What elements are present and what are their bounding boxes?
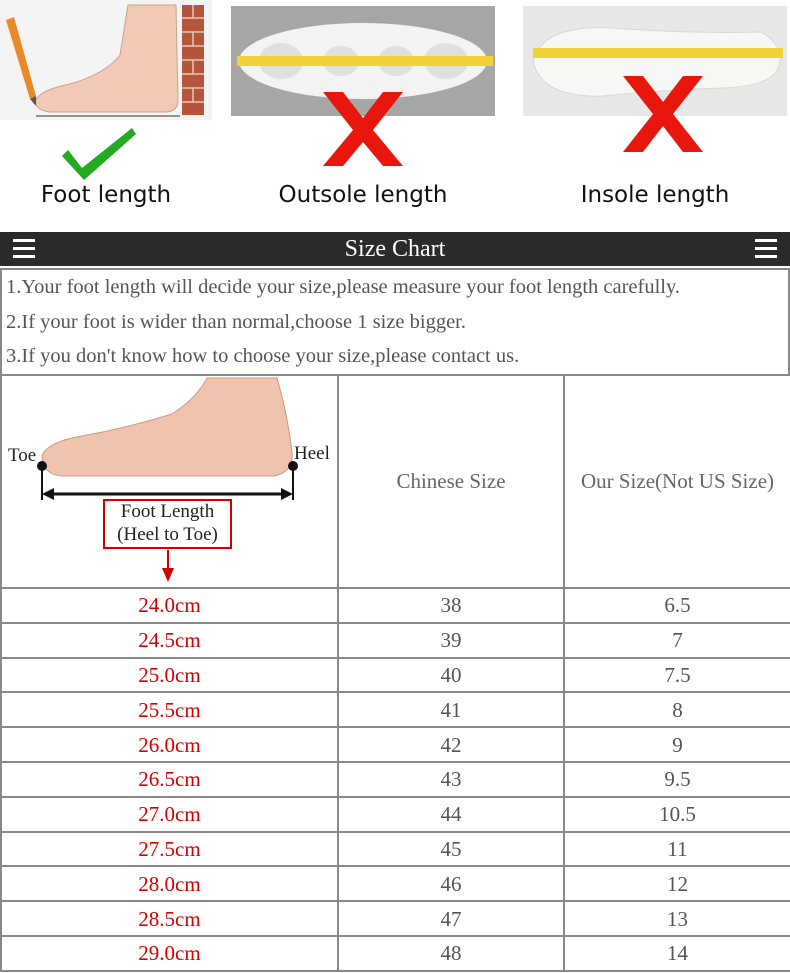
chinese-size-cell: 42 <box>338 727 564 762</box>
outsole-length-caption: Outsole length <box>278 182 448 208</box>
table-row <box>1 901 790 936</box>
chinese-size-cell: 41 <box>338 692 564 727</box>
outsole-length-panel <box>231 0 495 230</box>
our-size-cell: 14 <box>564 936 790 971</box>
table-header-row <box>1 375 790 588</box>
down-arrow-icon <box>162 568 174 582</box>
table-row <box>1 623 790 658</box>
column-header-our-size: Our Size(Not US Size) <box>564 375 790 588</box>
foot-length-box-line2: (Heel to Toe) <box>117 524 218 545</box>
table-row <box>1 866 790 901</box>
chinese-size-cell: 48 <box>338 936 564 971</box>
insole-length-caption: Insole length <box>580 182 730 208</box>
foot-length-cell: 24.5cm <box>1 623 338 658</box>
foot-length-diagram <box>2 376 335 583</box>
foot-length-cell: 27.5cm <box>1 832 338 867</box>
our-size-cell: 10.5 <box>564 797 790 832</box>
chinese-size-cell: 39 <box>338 623 564 658</box>
table-row <box>1 936 790 971</box>
our-size-cell: 7 <box>564 623 790 658</box>
table-row <box>1 797 790 832</box>
insole-length-panel <box>523 0 787 230</box>
foot-length-cell: 26.5cm <box>1 762 338 797</box>
foot-length-box <box>104 500 231 546</box>
chinese-size-cell: 40 <box>338 658 564 693</box>
foot-length-cell: 24.0cm <box>1 588 338 623</box>
foot-length-cell: 27.0cm <box>1 797 338 832</box>
foot-length-panel <box>0 0 212 230</box>
foot-length-diagram-cell <box>1 375 338 588</box>
table-row <box>1 588 790 623</box>
our-size-cell: 9.5 <box>564 762 790 797</box>
chinese-size-cell: 43 <box>338 762 564 797</box>
foot-length-caption: Foot length <box>40 182 172 208</box>
size-table <box>0 374 790 972</box>
check-mark-icon <box>62 128 136 180</box>
foot-length-cell: 25.5cm <box>1 692 338 727</box>
foot-length-cell: 26.0cm <box>1 727 338 762</box>
foot-length-cell: 28.0cm <box>1 866 338 901</box>
tape-measure-icon <box>533 48 783 58</box>
table-row <box>1 832 790 867</box>
chinese-size-cell: 46 <box>338 866 564 901</box>
foot-length-cell: 25.0cm <box>1 658 338 693</box>
heel-label: Heel <box>294 443 330 464</box>
note-2: 2.If your foot is wider than normal,choose 1 size bigger. <box>6 311 466 333</box>
our-size-cell: 12 <box>564 866 790 901</box>
our-size-cell: 9 <box>564 727 790 762</box>
our-size-cell: 11 <box>564 832 790 867</box>
foot-length-cell: 28.5cm <box>1 901 338 936</box>
insole-photo <box>523 6 787 166</box>
chinese-size-cell: 38 <box>338 588 564 623</box>
table-row <box>1 692 790 727</box>
menu-icon <box>755 239 777 259</box>
size-notes <box>0 268 790 376</box>
measurement-guide <box>0 0 790 230</box>
foot-illustration <box>0 0 212 180</box>
table-row <box>1 658 790 693</box>
chinese-size-cell: 45 <box>338 832 564 867</box>
chinese-size-cell: 44 <box>338 797 564 832</box>
size-chart-title: Size Chart <box>344 236 446 262</box>
table-row <box>1 762 790 797</box>
our-size-cell: 6.5 <box>564 588 790 623</box>
chinese-size-cell: 47 <box>338 901 564 936</box>
column-header-chinese-size: Chinese Size <box>338 375 564 588</box>
foot-length-cell: 29.0cm <box>1 936 338 971</box>
foot-length-box-line1: Foot Length <box>120 501 215 522</box>
brick-wall-icon <box>182 5 204 115</box>
our-size-cell: 7.5 <box>564 658 790 693</box>
tape-measure-icon <box>237 56 493 66</box>
our-size-cell: 13 <box>564 901 790 936</box>
outsole-photo <box>231 6 495 166</box>
toe-label: Toe <box>8 445 37 466</box>
our-size-cell: 8 <box>564 692 790 727</box>
note-1: 1.Your foot length will decide your size,please measure your foot length carefully. <box>6 276 681 298</box>
table-row <box>1 727 790 762</box>
size-chart-header <box>0 232 790 266</box>
note-3: 3.If you don't know how to choose your size,please contact us. <box>6 345 520 367</box>
